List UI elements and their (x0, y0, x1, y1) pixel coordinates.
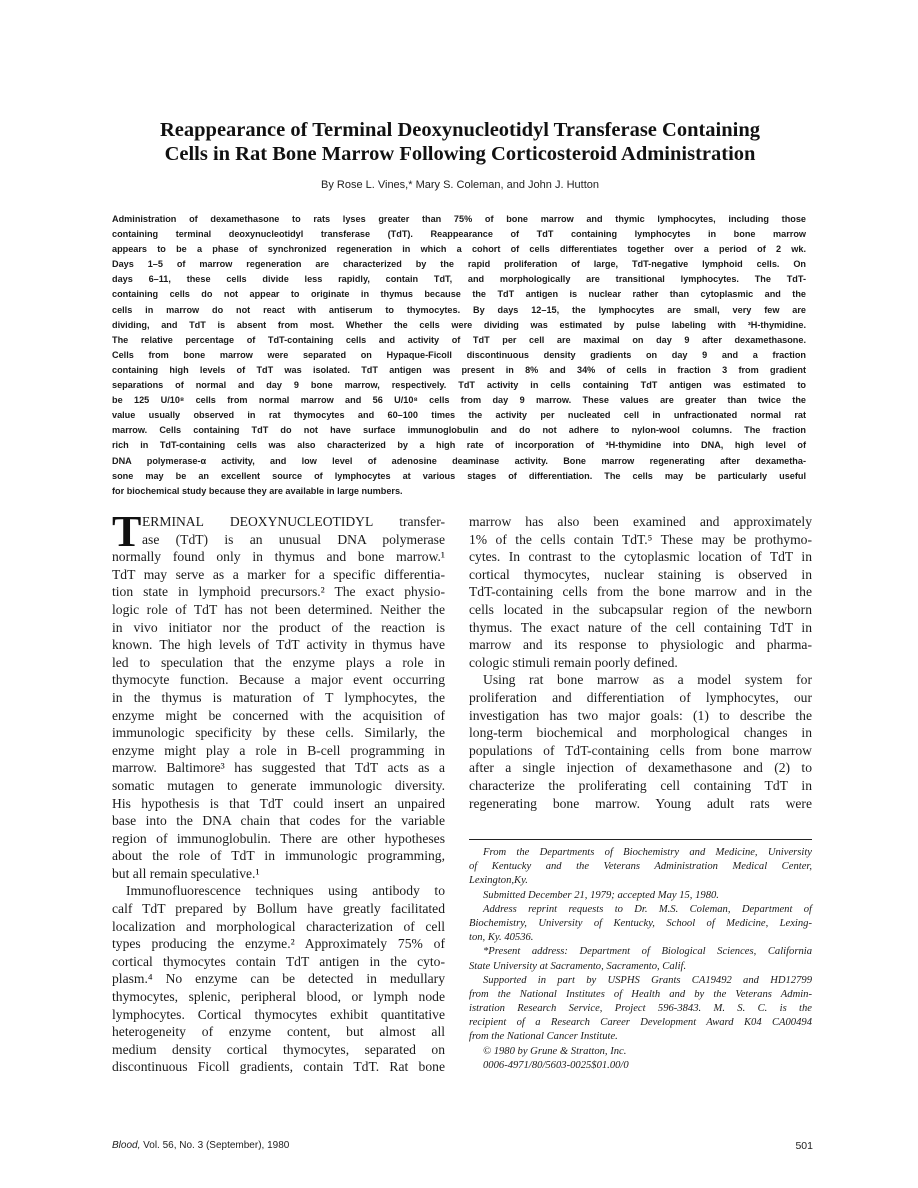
drop-cap: T (112, 507, 142, 556)
abstract-line: appears to be a phase of synchronized regeneration in which a cohort of cells differentiates together over a period of 2 wk. (112, 244, 806, 255)
body-line: about the role of TdT in immunologic programming, (112, 848, 445, 864)
footnote-line: Biochemistry, University of Kentucky, School of Medicine, Lexing- (469, 917, 812, 929)
footnote-line: 0006-4971/80/5603-0025$01.00/0 (483, 1059, 629, 1071)
body-line: in vivo initiator nor the product of the reaction is (112, 619, 445, 635)
body-column-right (469, 513, 812, 812)
body-line: but all remain speculative.¹ (112, 865, 260, 881)
footnote-line: recipient of a Research Career Development Award K04 CA00494 (469, 1017, 812, 1029)
abstract-line: days 6–11, these cells divide less rapidly, contain TdT, and morphologically are transitional lymphocytes. The TdT- (112, 274, 806, 285)
journal-volume-info: Vol. 56, No. 3 (September), 1980 (140, 1140, 290, 1151)
body-column-left (112, 507, 445, 1076)
body-line: tion state in lymphoid precursors.² The exact physio- (112, 584, 445, 600)
abstract-line: rich in TdT-containing cells was also characterized by a high rate of incorporation of ³H-thymidine into DNA, high level of (112, 440, 806, 451)
abstract-line: containing high levels of TdT was isolated. TdT antigen was present in 8% and 34% of cells in fraction 3 from gradient (112, 364, 806, 375)
body-line: long-term biochemical and morphological changes in (469, 725, 812, 741)
abstract-line: sone may be an excellent source of lymphocytes at various stages of differentiation. The cells may be particularly useful (112, 470, 806, 481)
abstract-line: marrow. Cells containing TdT do not have surface immunoglobulin and do not adhere to nylon-wool columns. The fraction (112, 425, 806, 436)
footnote-line: ton, Ky. 40536. (469, 932, 534, 944)
body-line: enzyme might play a role in B-cell programming in (112, 742, 445, 758)
body-line: in the thymus is maturation of T lymphocytes, the (112, 689, 445, 705)
body-line: proliferation and differentiation of lymphocytes, our (469, 689, 812, 705)
body-line: medium density cortical thymocytes, separated on (112, 1041, 445, 1057)
footnote-line: Submitted December 21, 1979; accepted May 15, 1980. (483, 889, 719, 901)
body-line: populations of TdT-containing cells from bone marrow (469, 742, 812, 758)
body-line: cologic stimuli remain poorly defined. (469, 654, 678, 670)
body-line: TdT may serve as a marker for a specific differentia- (112, 566, 445, 582)
journal-citation (112, 1140, 289, 1151)
footnote-line: © 1980 by Grune & Stratton, Inc. (483, 1045, 627, 1057)
footnote-line: Address reprint requests to Dr. M.S. Coleman, Department of (483, 903, 812, 915)
body-line: calf TdT prepared by Bollum have greatly facilitated (112, 901, 445, 917)
abstract-line: Administration of dexamethasone to rats lyses greater than 75% of bone marrow and thymic lymphocytes, including those (112, 214, 806, 224)
body-line: somatic mutagen to generate immunologic diversity. (112, 777, 445, 793)
journal-name: Blood, (112, 1140, 141, 1151)
body-line: thymus. The exact nature of the cell containing TdT in (469, 619, 812, 635)
abstract-line: Days 1–5 of marrow regeneration are characterized by the rapid proliferation of large, TdT-negative lymphoid cells. On (112, 259, 806, 270)
footnote-divider (469, 839, 812, 840)
abstract-line: separations of normal and day 9 bone marrow, respectively. TdT activity in cells containing TdT antigen was estimated to (112, 380, 806, 391)
footnote-line: from the National Institutes of Health and by the Veterans Admin- (469, 988, 812, 1000)
body-line: characterize the proliferating cell containing TdT in (469, 777, 812, 793)
abstract-line: be 125 U/10⁸ cells from normal marrow and 56 U/10⁸ cells from day 9 marrow. These values are greater than twice the (112, 395, 806, 406)
body-line: heterogeneity of enzyme content, but almost all (112, 1024, 445, 1040)
body-line: enzyme might be concerned with the acquisition of (112, 707, 445, 723)
abstract-line: DNA polymerase-α activity, and low level of adenosine deaminase activity. Bone marrow regenerating after dexametha- (112, 455, 806, 466)
abstract-line: cells in marrow do not react with antiserum to thymocytes. By days 12–15, the lymphocytes are small, very few are (112, 304, 806, 315)
body-line: regenerating bone marrow. Young adult rats were (469, 795, 812, 811)
body-line: region of immunoglobulin. There are other hypotheses (112, 830, 445, 846)
body-line: His hypothesis is that TdT could insert an unpaired (112, 795, 445, 811)
body-line: marrow has also been examined and approximately (469, 514, 812, 529)
body-line: Using rat bone marrow as a model system for (483, 672, 812, 688)
footnote-line: istration Research Service, Project 596-3843. M. S. C. is the (469, 1003, 812, 1015)
body-line: investigation has two major goals: (1) to describe the (469, 707, 812, 723)
abstract (112, 212, 806, 499)
author-byline: By Rose L. Vines,* Mary S. Coleman, and John J. Hutton (321, 179, 599, 191)
body-line: known. The high levels of TdT activity in thymus have (112, 637, 445, 653)
body-line: immunologic specificity by these cells. Similarly, the (112, 725, 445, 741)
abstract-line: containing terminal deoxynucleotidyl transferase (TdT). Reappearance of TdT containing lymphocytes in bone marrow (112, 229, 806, 240)
body-line: localization and morphological characterization of cell (112, 918, 445, 934)
article-title (100, 118, 820, 166)
footnotes (469, 846, 812, 1073)
footnote-line: from the National Cancer Institute. (469, 1031, 618, 1043)
body-line: discontinuous Ficoll gradients, contain TdT. Rat bone (112, 1059, 445, 1075)
abstract-line: dividing, and TdT is absent from most. Whether the cells were dividing was estimated by pulse labeling with ³H-thymidine. (112, 319, 806, 330)
body-line: cytes. In contrast to the cytoplasmic location of TdT in (469, 549, 812, 565)
body-line: cortical thymocytes, nuclear staining is observed in (469, 566, 812, 582)
body-line: lymphocytes. Cortical thymocytes exhibit quantitative (112, 1006, 445, 1022)
title-line-1: Reappearance of Terminal Deoxynucleotidyl Transferase Containing (160, 119, 760, 141)
title-line-2: Cells in Rat Bone Marrow Following Corticosteroid Administration (164, 143, 756, 165)
body-line: logic role of TdT has not been determined. Neither the (112, 601, 445, 617)
body-line: ase (TdT) is an unusual DNA polymerase (142, 531, 445, 547)
body-line: ERMINAL DEOXYNUCLEOTIDYL transfer- (142, 514, 445, 529)
page-number: 501 (795, 1140, 813, 1152)
body-line: types producing the enzyme.² Approximately 75% of (112, 936, 445, 952)
body-line: 1% of the cells contain TdT.⁵ These may be prothymo- (469, 531, 812, 547)
body-line: marrow and its response to physiologic and pharma- (469, 637, 812, 653)
footnote-line: *Present address: Department of Biological Sciences, California (483, 946, 812, 958)
body-line: base into the DNA chain that codes for the variable (112, 813, 445, 829)
body-line: thymocytes, splenic, peripheral blood, or lymph node (112, 989, 445, 1005)
body-line: TdT-containing cells from the bone marrow and in the (469, 584, 812, 600)
footnote-line: State University at Sacramento, Sacramento, Calif. (469, 960, 687, 972)
footnote-line: Supported in part by USPHS Grants CA19492 and HD12799 (483, 974, 812, 986)
body-line: after a single injection of dexamethasone and (2) to (469, 760, 812, 776)
abstract-line: value usually observed in rat thymocytes and 60–100 times the activity per nucleated cell in unfractionated normal rat (112, 410, 806, 421)
body-line: Immunofluorescence techniques using antibody to (126, 883, 445, 899)
body-line: led to speculation that the enzyme plays a role in (112, 654, 445, 670)
abstract-line: Cells from bone marrow were separated on Hypaque-Ficoll discontinuous density gradients on day 9 and a fraction (112, 349, 806, 360)
footnote-line: From the Departments of Biochemistry and Medicine, University (483, 847, 812, 858)
abstract-line: containing cells do not appear to originate in thymus because the TdT antigen is nuclear rather than cytoplasmic and the (112, 289, 806, 300)
body-line: cells located in the subcapsular region of the newborn (469, 601, 812, 617)
abstract-line: The relative percentage of TdT-containing cells and activity of TdT per cell are maximal on day 9 after dexamethasone. (112, 334, 806, 345)
body-line: plasm.⁴ No enzyme can be detected in medullary (112, 971, 445, 987)
footnote-line: Lexington,Ky. (469, 875, 528, 887)
body-line: cortical thymocytes contain TdT antigen in the cyto- (112, 953, 445, 969)
body-line: marrow. Baltimore³ has suggested that TdT acts as a (112, 760, 445, 776)
body-line: normally found only in thymus and bone marrow.¹ (112, 549, 445, 565)
footnote-line: of Kentucky and the Veterans Administration Medical Center, (469, 861, 812, 873)
abstract-line: for biochemical study because they are available in large numbers. (112, 485, 403, 496)
body-line: thymocyte function. Because a major event occurring (112, 672, 445, 688)
